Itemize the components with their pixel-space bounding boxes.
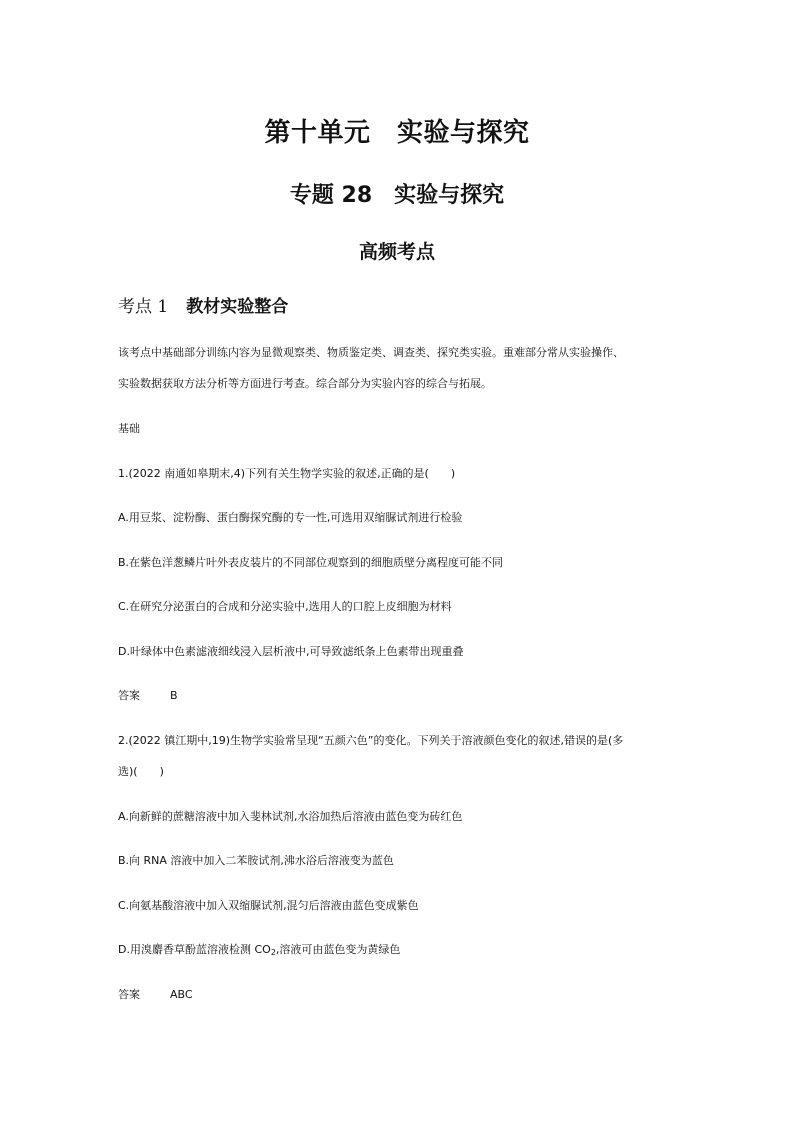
question-1-stem: 1.(2022 南通如皋期末,4)下列有关生物学实验的叙述,正确的是( ) — [118, 467, 456, 480]
question-1-option-b: B.在紫色洋葱鳞片叶外表皮装片的不同部位观察到的细胞质壁分离程度可能不同 — [118, 556, 504, 569]
intro-line-2: 实验数据获取方法分析等方面进行考查。综合部分为实验内容的综合与拓展。 — [118, 377, 492, 390]
question-2-stem-line-1: 2.(2022 镇江期中,19)生物学实验常呈现“五颜六色”的变化。下列关于溶液颜色变化的叙述,错误的是(多 — [118, 734, 624, 747]
level-label: 基础 — [118, 422, 140, 435]
question-2-answer — [118, 988, 193, 1002]
option-d-subscript: 2 — [270, 948, 276, 957]
answer-value: B — [170, 689, 178, 702]
kaodian-title: 教材实验整合 — [186, 297, 289, 317]
intro-line-1: 该考点中基础部分训练内容为显微观察类、物质鉴定类、调查类、探究类实验。重难部分常从实验操作、 — [118, 346, 624, 359]
question-1-option-a: A.用豆浆、淀粉酶、蛋白酶探究酶的专一性,可选用双缩脲试剂进行检验 — [118, 511, 463, 524]
question-2-stem-line-2: 选)( ) — [118, 765, 164, 778]
answer-value: ABC — [170, 988, 193, 1001]
question-1-option-c: C.在研究分泌蛋白的合成和分泌实验中,选用人的口腔上皮细胞为材料 — [118, 600, 452, 613]
question-2-option-c: C.向氨基酸溶液中加入双缩脲试剂,混匀后溶液由蓝色变成紫色 — [118, 899, 419, 912]
question-2-option-a: A.向新鲜的蔗糖溶液中加入斐林试剂,水浴加热后溶液由蓝色变为砖红色 — [118, 810, 463, 823]
kaodian-heading — [118, 292, 288, 317]
answer-label: 答案 — [118, 689, 140, 702]
question-2-option-d — [118, 943, 400, 960]
kaodian-number: 考点 1 — [118, 297, 169, 317]
topic-title: 专题 28 实验与探究 — [289, 183, 505, 208]
question-1-answer — [118, 689, 178, 703]
question-1-option-d: D.叶绿体中色素滤液细线浸入层析液中,可导致滤纸条上色素带出现重叠 — [118, 645, 464, 658]
question-2-option-b: B.向 RNA 溶液中加入二苯胺试剂,沸水浴后溶液变为蓝色 — [118, 854, 394, 867]
answer-label: 答案 — [118, 988, 140, 1001]
option-d-suffix: ,溶液可由蓝色变为黄绿色 — [275, 943, 401, 956]
unit-title: 第十单元 实验与探究 — [264, 118, 530, 148]
section-title: 高频考点 — [358, 241, 435, 263]
option-d-prefix: D.用溴麝香草酚蓝溶液检测 CO — [118, 943, 271, 956]
